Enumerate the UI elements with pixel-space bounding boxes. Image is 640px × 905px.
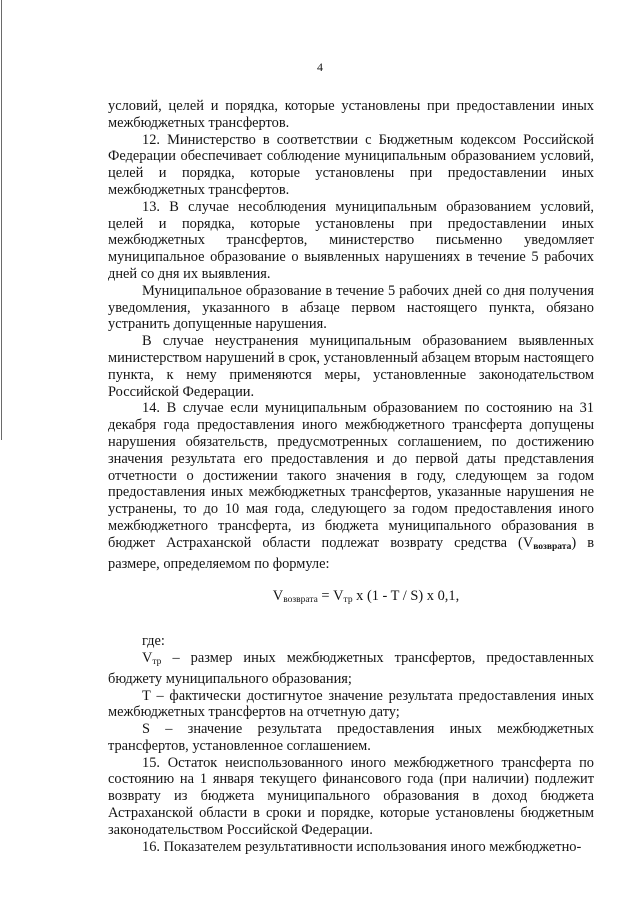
paragraph-14-text: 14. В случае если муниципальным образованием по состоянию на 31 декабря года предоставления иного межбюджетного трансферта допущены нарушения обязательств, предусмотренных соглашением, по достижению значения результата его предоставления и до первой даты представления отчетности о достижении такого значения в году, следующем за годом предоставления иных межбюджетных трансфертов, указанные нарушения не устранены, то до 10 мая года, следующего за годом предоставления иного межбюджетного трансферта, из бюджета муниципального образования в бюджет Астраханской области подлежат возврату средства ( xyxy=(108,400,594,551)
where-label: где: xyxy=(142,633,165,650)
formula-rest: x (1 - T / S) x 0,1, xyxy=(352,588,460,605)
formula-lhs-sub: возврата xyxy=(283,595,318,606)
paragraph-14 xyxy=(108,400,594,572)
v-return-subscript: возврата xyxy=(533,541,572,552)
vtr-definition xyxy=(108,650,594,688)
vtr-subscript: тр xyxy=(152,656,162,667)
vtr-text: – размер иных межбюджетных трансфертов, предоставленных бюджету муниципального образования; xyxy=(108,649,594,687)
formula-rhs-sub: тр xyxy=(343,595,353,606)
paragraph-15: 15. Остаток неиспользованного иного межбюджетного трансферта по состоянию на 1 января текущего финансового года (при наличии) подлежит возврату из бюджета муниципального образования в доход бюджета Астраханской области в сроки и порядке, которые установлены бюджетным законодательством Российской Федерации. xyxy=(108,754,594,838)
paragraph-16: 16. Показателем результативности использования иного межбюджетно- xyxy=(142,838,582,855)
formula-lhs: V xyxy=(272,588,284,605)
page-number: 4 xyxy=(317,60,323,74)
t-definition: Т – фактически достигнутое значение результата предоставления иных межбюджетных трансфертов на отчетную дату; xyxy=(108,687,594,721)
paragraph-13-third: В случае неустранения муниципальным образованием выявленных министерством нарушений в срок, установленный абзацем вторым настоящего пункта, к нему применяются меры, установленные законодательством Российской Федерации. xyxy=(108,333,594,400)
paragraph-12: 12. Министерство в соответствии с Бюджетным кодексом Российской Федерации обеспечивает соблюдение муниципальным образованием условий, целей и порядка, которые установлены при предоставлении иных межбюджетных трансфертов. xyxy=(108,131,594,198)
paragraph-13: 13. В случае несоблюдения муниципальным образованием условий, целей и порядка, которые установлены при предоставлении иных межбюджетных трансфертов, министерство письменно уведомляет муниципальное образование о выявленных нарушениях в течение 5 рабочих дней со дня их выявления. xyxy=(108,198,594,282)
paragraph-14-end: ) в размере, определяемом по формуле: xyxy=(108,534,594,572)
paragraph-continuation: условий, целей и порядка, которые установлены при предоставлении иных межбюджетных трансфертов. xyxy=(108,98,594,131)
paragraph-13-second: Муниципальное образование в течение 5 рабочих дней со дня получения уведомления, указанного в абзаце первом настоящего пункта, обязано устранить допущенные нарушения. xyxy=(108,282,594,333)
document-body xyxy=(108,98,594,855)
vtr-symbol: V xyxy=(142,649,153,666)
return-formula xyxy=(108,588,594,609)
formula-eq: = V xyxy=(317,588,344,605)
s-definition: S – значение результата предоставления иных межбюджетных трансфертов, установленное соглашением. xyxy=(108,721,594,754)
v-return-symbol: V xyxy=(522,534,534,551)
